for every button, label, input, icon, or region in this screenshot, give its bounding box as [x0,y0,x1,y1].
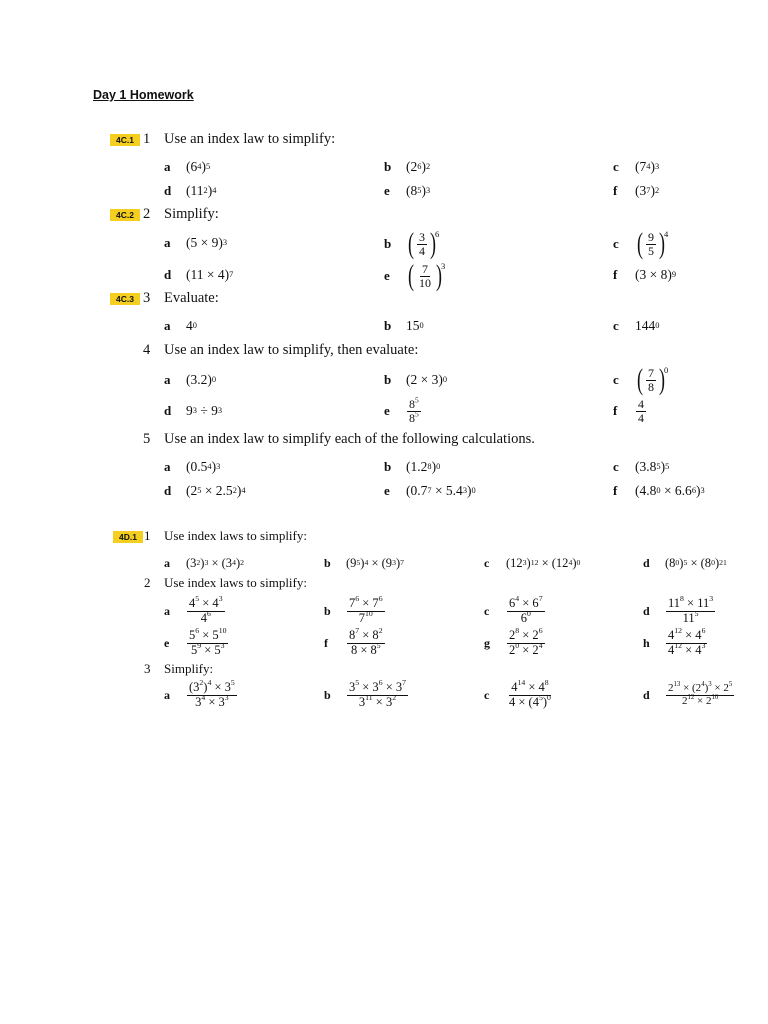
question-number-4d-3: 3 [144,661,151,676]
q1-item-b: b (2 6 ) 2 [384,159,431,174]
q5-item-a: a (0.5 4 ) 3 [164,459,221,474]
question-number-2: 2 [143,206,151,222]
question-4d-3-instruction: Simplify: [164,661,214,676]
q4d2-item-b: b $7^6 \times 7^6$ $7^{10}$ [324,594,383,625]
q5-item-d: d (2 5 × 2.5 2 ) 4 [164,483,246,498]
q3-item-b: b 15 0 [384,318,424,333]
q4d3-item-b: b $3^5 \times 3^6 \times 3^7$ $3^{11} \times 3^2$ [324,678,406,709]
q4d3-item-d: d $2^{13} \times (2^4)^3 \times 2^5$ $2^{12} \times 2^{10}$ [643,680,733,707]
q4d1-item-c: c (12 3 ) 12 × (12 4 ) 0 [484,555,581,570]
q1-item-e: e (8 5 ) 3 [384,183,431,198]
q3-item-c: c 144 0 [613,318,660,333]
q4d2-item-g: g $2^8 \times 2^6$ $2^0 \times 2^4$ [484,626,543,657]
question-number-4d-2: 2 [144,575,151,590]
question-4-instruction: Use an index law to simplify, then evaluate: [164,342,419,358]
question-number-4d-1: 1 [144,528,151,543]
question-number-4: 4 [143,342,151,358]
page-title: Day 1 Homework [93,88,194,102]
q2-item-e: e ( 7 10 ) 3 [384,259,446,292]
q2-item-f: f (3 × 8) 9 [613,267,677,282]
q1-item-d: d (11 2 ) 4 [164,183,217,198]
question-4d-2-instruction: Use index laws to simplify: [164,575,307,590]
q4d3-item-a: a $(3^2)^4 \times 3^5$ $3^4 \times 3^3$ [164,678,235,709]
q5-item-c: c (3.8 5 ) 5 [613,459,670,474]
question-number-1: 1 [143,131,151,147]
q4d2-item-f: f $8^7 \times 8^2$ $8 \times 8^5$ [324,626,383,657]
question-1-instruction: Use an index law to simplify: [164,131,336,147]
q1-item-a: a (6 4 ) 5 [164,159,211,174]
q4d1-item-b: b (9 5 ) 4 × (9 3 ) 7 [324,555,404,570]
question-2-instruction: Simplify: [164,206,219,222]
question-5-instruction: Use an index law to simplify each of the following calculations. [164,431,535,447]
q3-item-a: a 4 0 [164,318,197,333]
q2-item-c: c ( 9 5 ) 4 [613,227,669,260]
exercise-tag-4c1: 4C.1 [110,134,140,146]
q2-item-d: d (11 × 4) 7 [164,267,234,282]
q5-item-f: f (4.8 0 × 6.6 6 ) 3 [613,483,705,498]
q1-item-f: f (3 7 ) 2 [613,183,660,198]
q4-item-a: a (3.2) 0 [164,372,217,387]
q4-item-d: d 9 3 ÷ 9 3 [164,403,223,418]
q4-item-c: c ( 7 8 ) 0 [613,363,669,396]
q2-item-b: b ( 3 4 ) 6 [384,227,440,260]
question-number-3: 3 [143,290,151,306]
q1-item-c: c (7 4 ) 3 [613,159,660,174]
q2-item-a: a (5 × 9) 3 [164,235,228,250]
exercise-tag-4d1: 4D.1 [113,531,143,543]
q4d1-item-d: d (8 0 ) 5 × (8 0 ) 21 [643,555,727,570]
q4d2-item-a: a $4^5 \times 4^3$ $4^6$ [164,594,223,625]
exercise-tag-4c3: 4C.3 [110,293,140,305]
question-number-5: 5 [143,431,151,447]
q4-item-f: f 4 4 [613,396,644,425]
q4d2-item-c: c $6^4 \times 6^7$ $6^0$ [484,594,543,625]
q4d3-item-c: c $4^{14} \times 4^8$ $4 \times (4^5)^0$ [484,678,551,709]
q4d2-item-h: h $4^{12} \times 4^6$ $4^{12} \times 4^3$ [643,626,706,657]
q5-item-e: e (0.7 7 × 5.4 3 ) 0 [384,483,476,498]
q4d2-item-d: d $11^8 \times 11^3$ $11^5$ [643,594,714,625]
q4-item-e: e $8^5$ $8^5$ [384,395,419,425]
question-4d-1-instruction: Use index laws to simplify: [164,528,307,543]
question-3-instruction: Evaluate: [164,290,219,306]
q4d1-item-a: a (3 2 ) 3 × (3 4 ) 2 [164,555,244,570]
q4d2-item-e: e $5^6 \times 5^{10}$ $5^9 \times 5^3$ [164,626,227,657]
exercise-tag-4c2: 4C.2 [110,209,140,221]
q4-item-b: b (2 × 3) 0 [384,372,448,387]
q5-item-b: b (1.2 8 ) 0 [384,459,441,474]
